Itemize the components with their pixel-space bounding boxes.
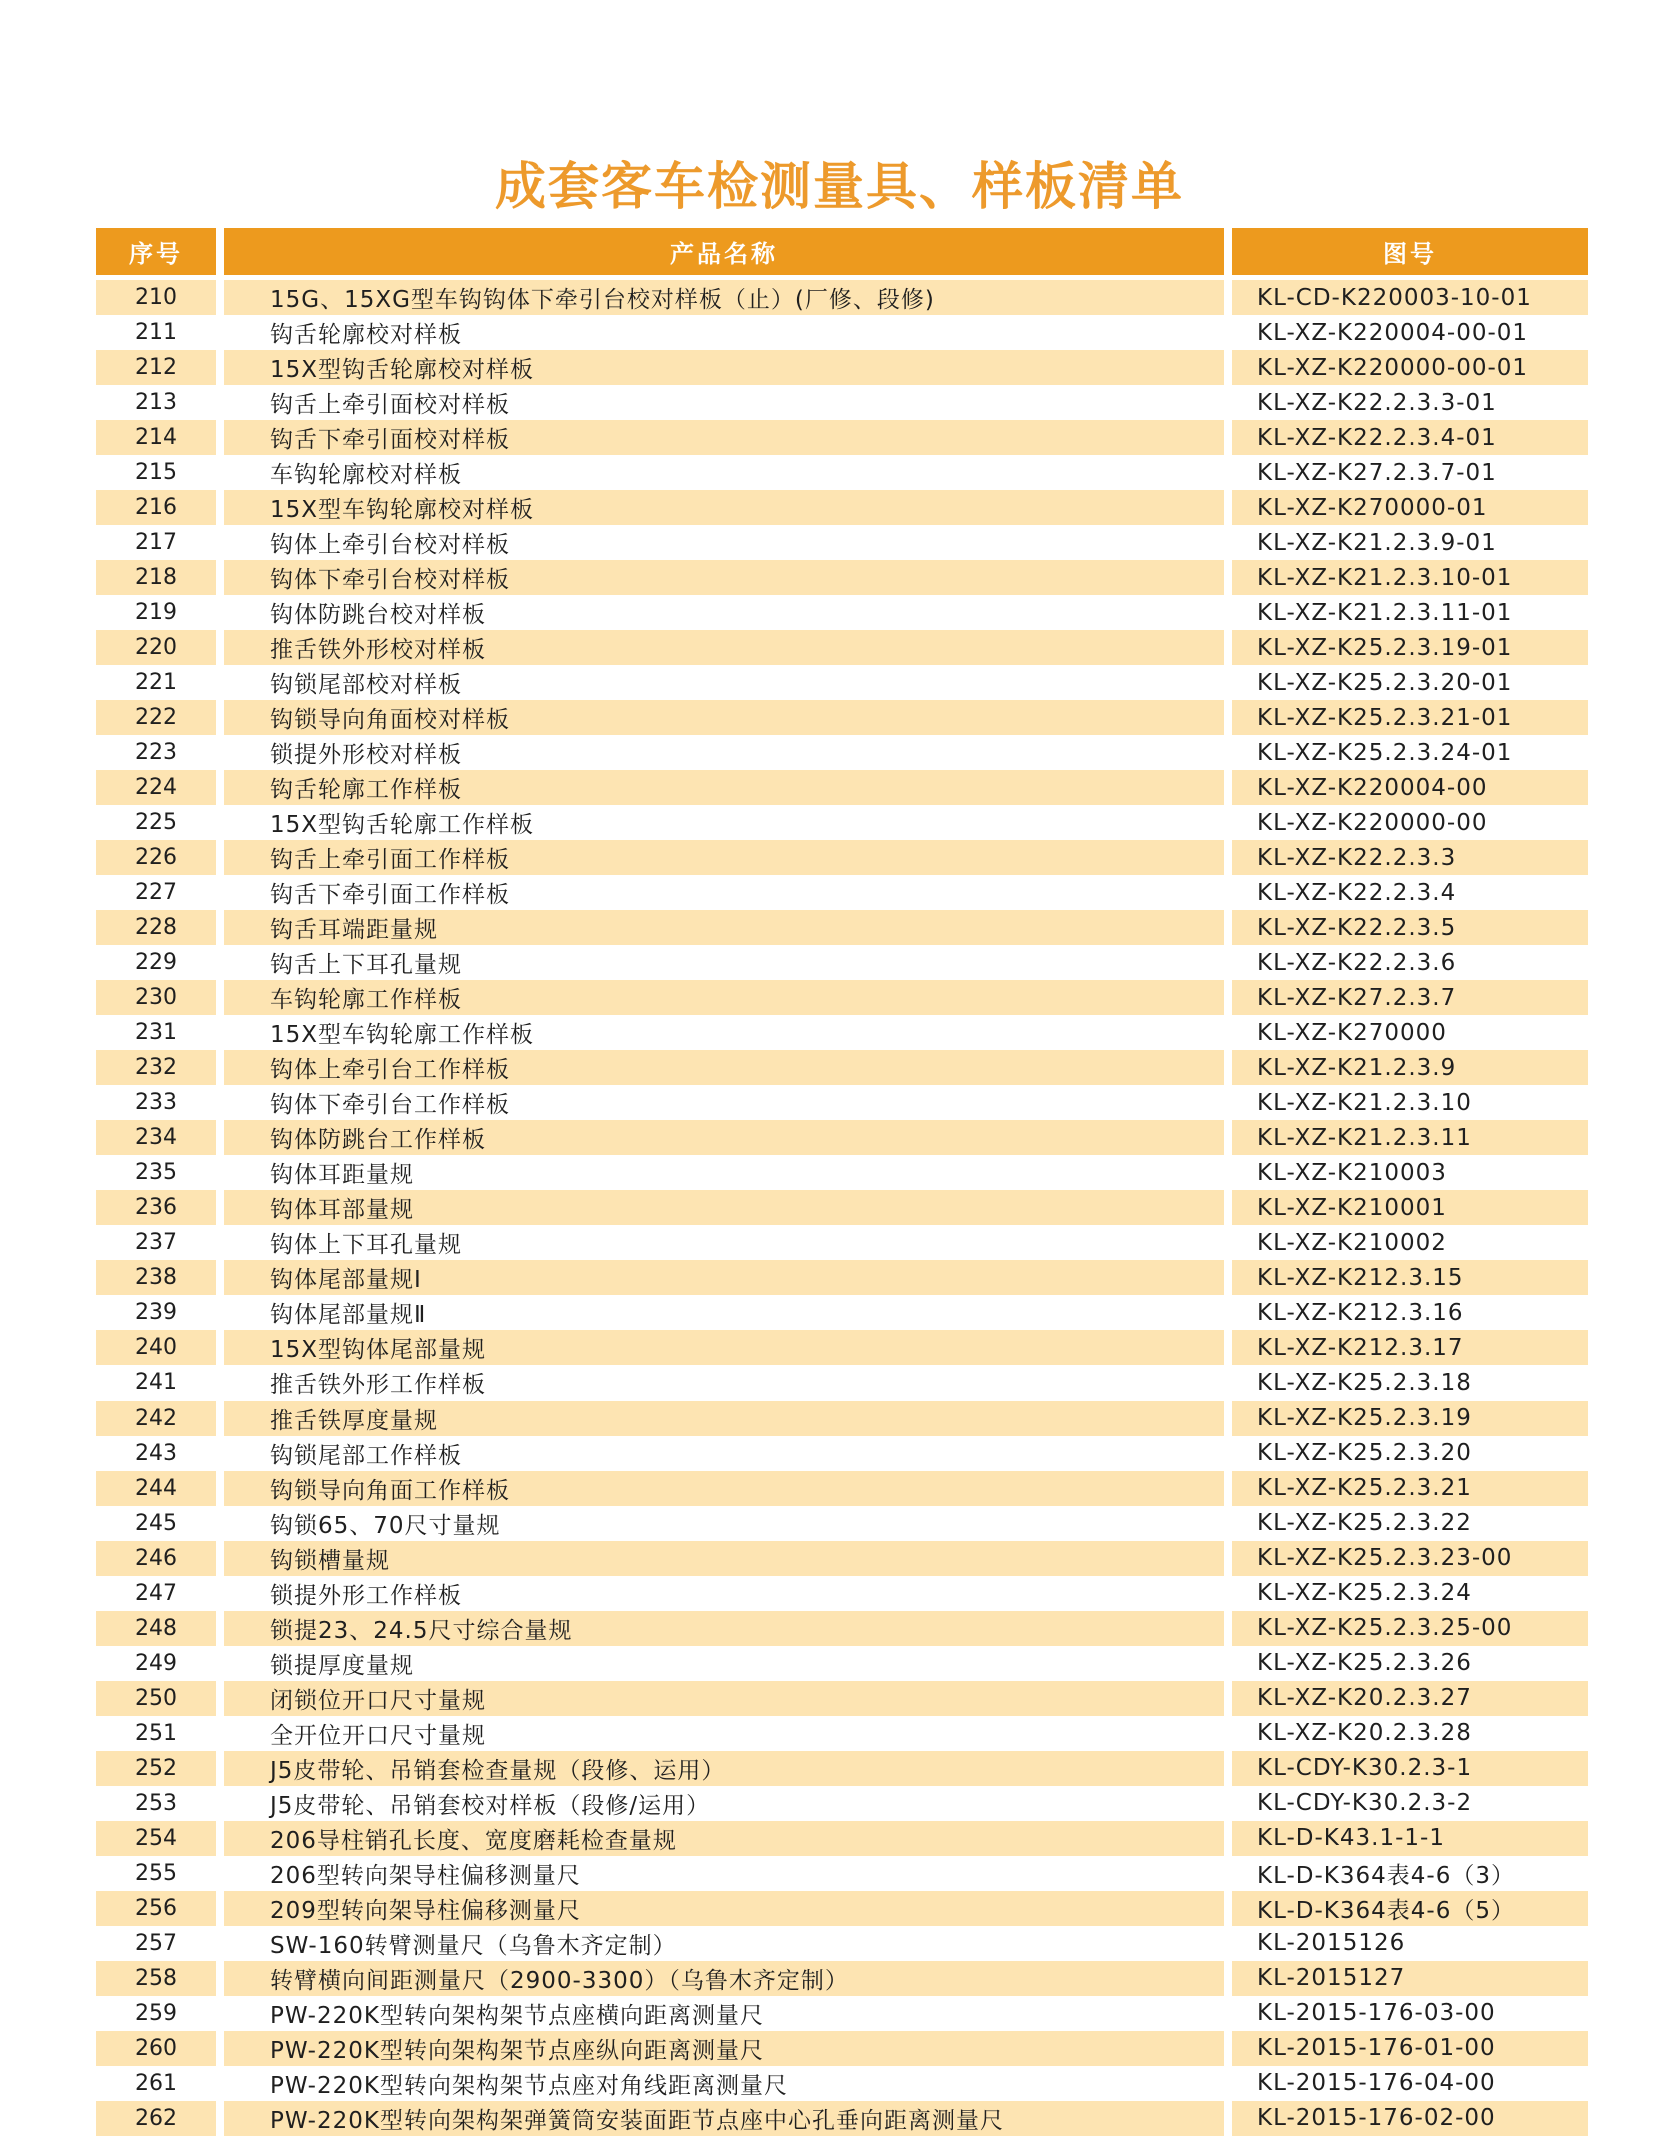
row-number: 259: [135, 2000, 177, 2026]
table-row: [96, 1190, 1588, 1225]
table-row: [96, 1506, 1588, 1541]
drawing-number: KL-XZ-K21.2.3.9: [1232, 1050, 1588, 1085]
table-row: [96, 1330, 1588, 1365]
table-row: [96, 1576, 1588, 1611]
product-name: 钩锁尾部工作样板: [270, 1442, 462, 1469]
product-name: 钩锁尾部校对样板: [270, 672, 462, 699]
product-name: 钩体上牵引台工作样板: [224, 1050, 1224, 1085]
table-row: [96, 980, 1588, 1015]
drawing-number: KL-XZ-K210001: [1232, 1190, 1588, 1225]
table-body: [96, 280, 1588, 2136]
drawing-number: KL-XZ-K210002: [1257, 1229, 1447, 1256]
row-number: 252: [96, 1751, 216, 1786]
row-number: 251: [135, 1720, 177, 1746]
table-row: [96, 1085, 1588, 1120]
drawing-number: KL-XZ-K25.2.3.25-00: [1232, 1611, 1588, 1646]
drawing-number: KL-XZ-K25.2.3.20-01: [1257, 669, 1513, 696]
product-name: 钩体防跳台校对样板: [270, 602, 486, 629]
table-row: [96, 1891, 1588, 1926]
product-name: 钩体尾部量规Ⅰ: [224, 1260, 1224, 1295]
drawing-number: KL-XZ-K20.2.3.27: [1232, 1681, 1588, 1716]
drawing-number: KL-XZ-K21.2.3.11: [1232, 1120, 1588, 1155]
row-number: 237: [135, 1230, 177, 1256]
table-row: [96, 1786, 1588, 1821]
row-number: 240: [96, 1330, 216, 1365]
table-row: [96, 735, 1588, 770]
table-row: [96, 1260, 1588, 1295]
drawing-number: KL-XZ-K220004-00: [1232, 770, 1588, 805]
row-number: 223: [135, 740, 177, 766]
table-row: [96, 2101, 1588, 2136]
drawing-number: KL-XZ-K21.2.3.10: [1257, 1089, 1472, 1116]
drawing-number: KL-CDY-K30.2.3-2: [1257, 1790, 1473, 1817]
product-name: PW-220K型转向架构架节点座对角线距离测量尺: [270, 2072, 788, 2099]
row-number: 222: [96, 700, 216, 735]
table-row: [96, 805, 1588, 840]
product-name: 钩体下牵引台校对样板: [224, 560, 1224, 595]
table-row: [96, 1681, 1588, 1716]
page-title: 成套客车检测量具、样板清单: [494, 158, 1184, 217]
table-row: [96, 1926, 1588, 1961]
product-name: 锁提外形校对样板: [270, 742, 462, 769]
product-name: 钩舌耳端距量规: [224, 910, 1224, 945]
table-header: [96, 228, 1588, 275]
drawing-number: KL-CD-K220003-10-01: [1232, 280, 1588, 315]
table-row: [96, 875, 1588, 910]
product-name: 206型转向架导柱偏移测量尺: [270, 1862, 581, 1889]
drawing-number: KL-XZ-K27.2.3.7-01: [1257, 459, 1497, 486]
drawing-number: KL-XZ-K21.2.3.9-01: [1257, 529, 1497, 556]
drawing-number: KL-2015-176-01-00: [1232, 2031, 1588, 2066]
product-name: 钩舌上牵引面校对样板: [270, 392, 510, 419]
drawing-number: KL-2015127: [1232, 1961, 1588, 1996]
drawing-number: KL-XZ-K25.2.3.23-00: [1232, 1541, 1588, 1576]
row-number: 242: [96, 1401, 216, 1436]
row-number: 245: [135, 1510, 177, 1536]
row-number: 224: [96, 770, 216, 805]
row-number: 233: [135, 1090, 177, 1116]
row-number: 262: [96, 2101, 216, 2136]
row-number: 244: [96, 1471, 216, 1506]
table-row: [96, 1821, 1588, 1856]
table-row: [96, 1401, 1588, 1436]
drawing-number: KL-XZ-K20.2.3.28: [1257, 1720, 1472, 1747]
drawing-number: KL-XZ-K212.3.17: [1232, 1330, 1588, 1365]
table-row: [96, 350, 1588, 385]
row-number: 221: [135, 670, 177, 696]
product-name: 15X型钩舌轮廓工作样板: [270, 812, 535, 839]
drawing-number: KL-D-K364表4-6（5）: [1232, 1891, 1588, 1926]
row-number: 254: [96, 1821, 216, 1856]
catalog-table: [96, 228, 1588, 2136]
table-row: [96, 490, 1588, 525]
row-number: 249: [135, 1650, 177, 1676]
row-number: 247: [135, 1580, 177, 1606]
product-name: PW-220K型转向架构架弹簧筒安装面距节点座中心孔垂向距离测量尺: [224, 2101, 1224, 2136]
product-name: PW-220K型转向架构架节点座横向距离测量尺: [270, 2002, 764, 2029]
product-name: 15X型车钩轮廓校对样板: [224, 490, 1224, 525]
table-row: [96, 315, 1588, 350]
drawing-number: KL-XZ-K27.2.3.7: [1232, 980, 1588, 1015]
row-number: 217: [135, 530, 177, 556]
drawing-number: KL-XZ-K25.2.3.19: [1232, 1401, 1588, 1436]
product-name: 15G、15XG型车钩钩体下牵引台校对样板（止）(厂修、段修): [224, 280, 1224, 315]
row-number: 232: [96, 1050, 216, 1085]
row-number: 241: [135, 1370, 177, 1396]
table-row: [96, 455, 1588, 490]
row-number: 258: [96, 1961, 216, 1996]
drawing-number: KL-XZ-K22.2.3.4: [1257, 879, 1457, 906]
row-number: 214: [96, 420, 216, 455]
drawing-number: KL-XZ-K22.2.3.3: [1232, 840, 1588, 875]
drawing-number: KL-CDY-K30.2.3-1: [1232, 1751, 1588, 1786]
product-name: 钩锁65、70尺寸量规: [270, 1512, 501, 1539]
product-name: 转臂横向间距测量尺（2900-3300）（乌鲁木齐定制）: [224, 1961, 1224, 1996]
drawing-number: KL-2015-176-04-00: [1257, 2070, 1496, 2097]
table-row: [96, 2031, 1588, 2066]
row-number: 215: [135, 460, 177, 486]
table-row: [96, 595, 1588, 630]
drawing-number: KL-XZ-K21.2.3.11-01: [1257, 599, 1513, 626]
row-number: 261: [135, 2070, 177, 2096]
product-name: 钩舌轮廓校对样板: [270, 322, 462, 349]
product-name: 钩舌轮廓工作样板: [224, 770, 1224, 805]
drawing-number: KL-XZ-K22.2.3.4-01: [1232, 420, 1588, 455]
table-row: [96, 1856, 1588, 1891]
product-name: 推舌铁外形校对样板: [224, 630, 1224, 665]
drawing-number: KL-D-K43.1-1-1: [1232, 1821, 1588, 1856]
product-name: 推舌铁厚度量规: [224, 1401, 1224, 1436]
row-number: 212: [96, 350, 216, 385]
table-row: [96, 1155, 1588, 1190]
drawing-number: KL-XZ-K212.3.16: [1257, 1299, 1464, 1326]
product-name: 锁提外形工作样板: [270, 1582, 462, 1609]
table-row: [96, 280, 1588, 315]
drawing-number: KL-XZ-K25.2.3.24: [1257, 1580, 1472, 1607]
product-name: 钩舌下牵引面校对样板: [224, 420, 1224, 455]
table-row: [96, 2066, 1588, 2101]
row-number: 260: [96, 2031, 216, 2066]
product-name: 206导柱销孔长度、宽度磨耗检查量规: [224, 1821, 1224, 1856]
table-row: [96, 630, 1588, 665]
drawing-number: KL-XZ-K21.2.3.10-01: [1232, 560, 1588, 595]
table-row: [96, 1996, 1588, 2031]
table-row: [96, 385, 1588, 420]
table-row: [96, 1120, 1588, 1155]
row-number: 235: [135, 1160, 177, 1186]
product-name: 钩锁导向角面校对样板: [224, 700, 1224, 735]
row-number: 225: [135, 810, 177, 836]
row-number: 234: [96, 1120, 216, 1155]
drawing-number: KL-2015-176-03-00: [1257, 2000, 1496, 2027]
row-number: 218: [96, 560, 216, 595]
row-number: 236: [96, 1190, 216, 1225]
row-number: 230: [96, 980, 216, 1015]
drawing-number: KL-XZ-K220004-00-01: [1257, 319, 1529, 346]
row-number: 257: [135, 1930, 177, 1956]
product-name: J5皮带轮、吊销套校对样板（段修/运用）: [270, 1792, 711, 1819]
product-name: 钩体下牵引台工作样板: [270, 1092, 510, 1119]
product-name: 车钩轮廓校对样板: [270, 462, 462, 489]
product-name: 15X型钩舌轮廓校对样板: [224, 350, 1224, 385]
row-number: 229: [135, 950, 177, 976]
drawing-number: KL-XZ-K220000-00-01: [1232, 350, 1588, 385]
product-name: 锁提23、24.5尺寸综合量规: [224, 1611, 1224, 1646]
drawing-number: KL-XZ-K22.2.3.6: [1257, 949, 1457, 976]
table-row: [96, 700, 1588, 735]
drawing-number: KL-XZ-K220000-00: [1257, 809, 1488, 836]
row-number: 228: [96, 910, 216, 945]
header-code: 图号: [1232, 228, 1588, 275]
row-number: 250: [96, 1681, 216, 1716]
drawing-number: KL-XZ-K212.3.15: [1232, 1260, 1588, 1295]
row-number: 243: [135, 1440, 177, 1466]
drawing-number: KL-D-K364表4-6（3）: [1257, 1862, 1515, 1889]
product-name: 钩体防跳台工作样板: [224, 1120, 1224, 1155]
product-name: 车钩轮廓工作样板: [224, 980, 1224, 1015]
table-row: [96, 525, 1588, 560]
header-no: 序号: [96, 228, 216, 275]
table-row: [96, 1295, 1588, 1330]
product-name: 推舌铁外形工作样板: [270, 1372, 486, 1399]
product-name: J5皮带轮、吊销套检查量规（段修、运用）: [224, 1751, 1224, 1786]
row-number: 227: [135, 880, 177, 906]
table-row: [96, 945, 1588, 980]
row-number: 216: [96, 490, 216, 525]
table-row: [96, 1365, 1588, 1400]
row-number: 248: [96, 1611, 216, 1646]
row-number: 220: [96, 630, 216, 665]
product-name: SW-160转臂测量尺（乌鲁木齐定制）: [270, 1932, 677, 1959]
table-row: [96, 420, 1588, 455]
drawing-number: KL-XZ-K25.2.3.20: [1257, 1440, 1472, 1467]
table-row: [96, 1646, 1588, 1681]
row-number: 255: [135, 1860, 177, 1886]
product-name: 钩体耳部量规: [224, 1190, 1224, 1225]
product-name: PW-220K型转向架构架节点座纵向距离测量尺: [224, 2031, 1224, 2066]
drawing-number: KL-XZ-K270000-01: [1232, 490, 1588, 525]
product-name: 钩舌上牵引面工作样板: [224, 840, 1224, 875]
table-row: [96, 1015, 1588, 1050]
table-row: [96, 1961, 1588, 1996]
drawing-number: KL-2015126: [1257, 1930, 1406, 1957]
table-row: [96, 1225, 1588, 1260]
product-name: 钩锁槽量规: [224, 1541, 1224, 1576]
table-row: [96, 1541, 1588, 1576]
drawing-number: KL-XZ-K25.2.3.19-01: [1232, 630, 1588, 665]
product-name: 15X型钩体尾部量规: [224, 1330, 1224, 1365]
product-name: 闭锁位开口尺寸量规: [224, 1681, 1224, 1716]
table-row: [96, 840, 1588, 875]
row-number: 256: [96, 1891, 216, 1926]
row-number: 253: [135, 1790, 177, 1816]
product-name: 15X型车钩轮廓工作样板: [270, 1022, 535, 1049]
row-number: 239: [135, 1300, 177, 1326]
table-row: [96, 770, 1588, 805]
drawing-number: KL-XZ-K25.2.3.21: [1232, 1471, 1588, 1506]
drawing-number: KL-XZ-K270000: [1257, 1019, 1447, 1046]
header-name: 产品名称: [224, 228, 1224, 275]
product-name: 钩体上下耳孔量规: [270, 1232, 462, 1259]
drawing-number: KL-XZ-K210003: [1257, 1159, 1447, 1186]
drawing-number: KL-2015-176-02-00: [1232, 2101, 1588, 2136]
drawing-number: KL-XZ-K25.2.3.22: [1257, 1510, 1472, 1537]
row-number: 226: [96, 840, 216, 875]
row-number: 213: [135, 390, 177, 416]
product-name: 钩体上牵引台校对样板: [270, 532, 510, 559]
row-number: 210: [96, 280, 216, 315]
drawing-number: KL-XZ-K25.2.3.24-01: [1257, 739, 1513, 766]
product-name: 钩体尾部量规Ⅱ: [270, 1302, 427, 1329]
table-row: [96, 1050, 1588, 1085]
drawing-number: KL-XZ-K22.2.3.3-01: [1257, 389, 1497, 416]
table-row: [96, 1436, 1588, 1471]
product-name: 钩舌下牵引面工作样板: [270, 882, 510, 909]
product-name: 锁提厚度量规: [270, 1652, 414, 1679]
product-name: 钩锁导向角面工作样板: [224, 1471, 1224, 1506]
product-name: 钩体耳距量规: [270, 1162, 414, 1189]
drawing-number: KL-XZ-K25.2.3.18: [1257, 1369, 1472, 1396]
table-row: [96, 1611, 1588, 1646]
drawing-number: KL-XZ-K25.2.3.21-01: [1232, 700, 1588, 735]
table-row: [96, 1716, 1588, 1751]
product-name: 209型转向架导柱偏移测量尺: [224, 1891, 1224, 1926]
table-row: [96, 1751, 1588, 1786]
row-number: 246: [96, 1541, 216, 1576]
drawing-number: KL-XZ-K25.2.3.26: [1257, 1650, 1472, 1677]
table-row: [96, 665, 1588, 700]
table-row: [96, 910, 1588, 945]
table-row: [96, 1471, 1588, 1506]
row-number: 219: [135, 600, 177, 626]
product-name: 全开位开口尺寸量规: [270, 1722, 486, 1749]
drawing-number: KL-XZ-K22.2.3.5: [1232, 910, 1588, 945]
row-number: 238: [96, 1260, 216, 1295]
product-name: 钩舌上下耳孔量规: [270, 952, 462, 979]
row-number: 211: [135, 320, 177, 346]
row-number: 231: [135, 1020, 177, 1046]
table-row: [96, 560, 1588, 595]
